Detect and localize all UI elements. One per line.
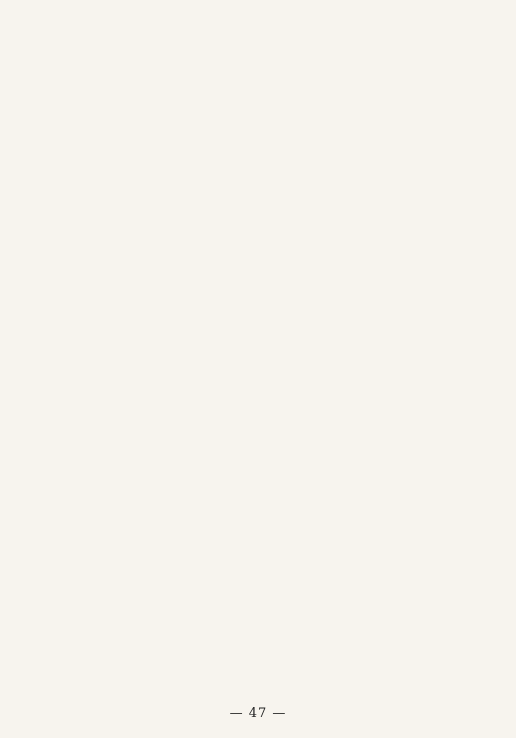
upper-text-column <box>311 22 327 332</box>
lower-text-column <box>392 352 408 684</box>
lower-text-column <box>189 352 205 684</box>
upper-text-column <box>250 22 266 332</box>
upper-text-column <box>169 22 185 332</box>
upper-text-column <box>46 22 62 332</box>
lower-text-column <box>474 352 490 684</box>
upper-text-column <box>433 22 449 332</box>
lower-text-column <box>230 352 246 684</box>
lower-text-column <box>26 352 42 684</box>
upper-text-column <box>372 22 388 332</box>
lower-text-column <box>372 352 388 684</box>
upper-text-column <box>148 22 164 332</box>
upper-text-column <box>230 22 246 332</box>
lower-text-column <box>67 352 83 684</box>
lower-text-column <box>352 352 368 684</box>
upper-text-column <box>107 22 123 332</box>
upper-text-column <box>392 22 408 332</box>
upper-text-column <box>128 22 144 332</box>
page-number: — 47 — <box>229 706 287 721</box>
lower-text-column <box>87 352 103 684</box>
upper-text-column <box>26 22 42 332</box>
lower-text-column <box>209 352 225 684</box>
lower-text-column <box>46 352 62 684</box>
lower-text-column <box>433 352 449 684</box>
lower-text-column <box>250 352 266 684</box>
upper-text-column <box>67 22 83 332</box>
upper-text-column <box>474 22 490 332</box>
lower-text-column <box>128 352 144 684</box>
lower-text-column <box>331 352 347 684</box>
upper-text-column <box>413 22 429 332</box>
lower-text-column <box>169 352 185 684</box>
upper-text-column <box>291 22 307 332</box>
upper-text-column <box>270 22 286 332</box>
lower-text-column <box>413 352 429 684</box>
upper-text-block <box>26 22 490 332</box>
lower-text-column <box>311 352 327 684</box>
upper-text-column <box>189 22 205 332</box>
lower-text-block <box>26 352 490 684</box>
lower-text-column <box>148 352 164 684</box>
upper-text-column <box>352 22 368 332</box>
lower-text-column <box>270 352 286 684</box>
upper-text-column <box>87 22 103 332</box>
lower-text-column <box>291 352 307 684</box>
upper-text-column <box>209 22 225 332</box>
upper-text-column <box>331 22 347 332</box>
upper-text-column <box>453 22 469 332</box>
lower-text-column <box>453 352 469 684</box>
lower-text-column <box>107 352 123 684</box>
